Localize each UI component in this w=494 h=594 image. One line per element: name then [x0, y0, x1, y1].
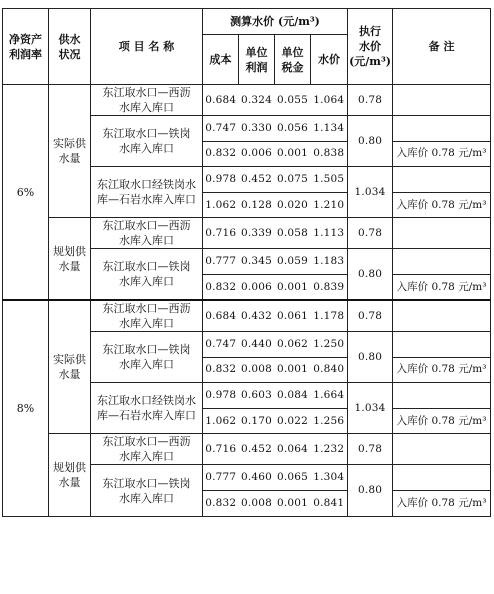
unit-tax-cell: 0.020 — [275, 192, 311, 218]
water-price-cell: 1.304 — [311, 465, 348, 491]
cost-cell: 0.684 — [203, 300, 239, 332]
cost-cell: 0.716 — [203, 218, 239, 249]
project-name-line2: 水库入库口 — [119, 450, 174, 464]
supply-status-line2: 水量 — [58, 368, 81, 382]
header-unit-tax-line2: 税金 — [281, 60, 304, 74]
unit-profit-cell: 0.440 — [239, 332, 275, 358]
unit-tax-cell: 0.055 — [275, 85, 311, 116]
header-project-name: 项 目 名 称 — [91, 9, 203, 85]
header-profit-rate-line1: 净资产 — [9, 32, 42, 46]
unit-tax-cell: 0.065 — [275, 465, 311, 491]
unit-profit-cell: 0.460 — [239, 465, 275, 491]
remarks-cell — [393, 383, 491, 409]
project-name-line2: 库—石岩水库入库口 — [97, 193, 196, 207]
profit-rate-cell: 6% — [3, 85, 49, 301]
water-price-cell: 1.183 — [311, 249, 348, 275]
table-row — [3, 218, 491, 249]
water-price-cell: 1.256 — [311, 408, 348, 434]
supply-status-cell — [49, 85, 91, 218]
project-name-line1: 东江取水口—西沥 — [102, 302, 191, 316]
project-name-line2: 水库入库口 — [119, 101, 174, 114]
water-price-cell: 0.841 — [311, 491, 348, 517]
unit-tax-cell: 0.056 — [275, 116, 311, 142]
project-name-cell — [91, 116, 203, 167]
exec-price-cell: 0.80 — [348, 332, 393, 383]
remarks-cell — [393, 249, 491, 275]
header-profit-rate — [3, 9, 49, 85]
exec-price-cell: 1.034 — [348, 383, 393, 434]
cost-cell: 0.747 — [203, 332, 239, 358]
unit-profit-cell: 0.345 — [239, 249, 275, 275]
unit-profit-cell: 0.452 — [239, 167, 275, 193]
unit-tax-cell: 0.001 — [275, 357, 311, 383]
exec-price-cell: 1.034 — [348, 167, 393, 218]
header-exec-price-line3: (元/m³) — [349, 55, 391, 68]
header-water-price: 水价 — [311, 35, 348, 85]
supply-status-line2: 水量 — [58, 259, 81, 273]
unit-profit-cell: 0.128 — [239, 192, 275, 218]
remarks-cell — [393, 332, 491, 358]
cost-cell: 1.062 — [203, 192, 239, 218]
table-header — [3, 9, 491, 85]
header-unit-profit-line2: 利润 — [245, 60, 268, 74]
supply-status-line2: 水量 — [58, 152, 81, 166]
water-price-cell: 1.210 — [311, 192, 348, 218]
unit-tax-cell: 0.064 — [275, 434, 311, 465]
remarks-cell: 入库价 0.78 元/m³ — [393, 408, 491, 434]
water-price-cell: 1.664 — [311, 383, 348, 409]
water-price-cell: 0.838 — [311, 141, 348, 167]
project-name-line2: 水库入库口 — [119, 317, 174, 331]
water-price-cell: 1.134 — [311, 116, 348, 142]
unit-profit-cell: 0.324 — [239, 85, 275, 116]
supply-status-line2: 水量 — [58, 476, 81, 490]
project-name-cell — [91, 85, 203, 116]
water-price-cell: 1.505 — [311, 167, 348, 193]
unit-tax-cell: 0.061 — [275, 300, 311, 332]
header-unit-profit — [239, 35, 275, 85]
project-name-cell — [91, 434, 203, 465]
unit-profit-cell: 0.432 — [239, 300, 275, 332]
remarks-cell: 入库价 0.78 元/m³ — [393, 192, 491, 218]
exec-price-cell: 0.78 — [348, 300, 393, 332]
cost-cell: 0.832 — [203, 141, 239, 167]
remarks-cell — [393, 465, 491, 491]
project-name-cell — [91, 300, 203, 332]
unit-tax-cell: 0.022 — [275, 408, 311, 434]
supply-status-line1: 规划供 — [53, 244, 86, 258]
water-price-cell: 0.840 — [311, 357, 348, 383]
header-supply-status-line2: 状况 — [58, 47, 81, 61]
header-profit-rate-line2: 利润率 — [9, 47, 42, 61]
water-price-cell: 1.178 — [311, 300, 348, 332]
project-name-cell — [91, 465, 203, 516]
project-name-line1: 东江取水口—铁岗 — [102, 260, 191, 274]
remarks-cell — [393, 167, 491, 193]
header-calc-price: 测算水价 (元/m³) — [203, 9, 348, 35]
unit-tax-cell: 0.084 — [275, 383, 311, 409]
header-remarks: 备 注 — [393, 9, 491, 85]
cost-cell: 1.062 — [203, 408, 239, 434]
unit-profit-cell: 0.006 — [239, 141, 275, 167]
profit-rate-cell: 8% — [3, 300, 49, 516]
water-price-cell: 1.250 — [311, 332, 348, 358]
remarks-cell — [393, 434, 491, 465]
exec-price-cell: 0.80 — [348, 249, 393, 300]
unit-profit-cell: 0.170 — [239, 408, 275, 434]
project-name-cell — [91, 332, 203, 383]
supply-status-line1: 实际供 — [53, 137, 86, 151]
project-name-cell — [91, 167, 203, 218]
unit-profit-cell: 0.452 — [239, 434, 275, 465]
project-name-cell — [91, 249, 203, 300]
cost-cell: 0.777 — [203, 249, 239, 275]
header-exec-price-line2: 水价 — [359, 40, 382, 53]
cost-cell: 0.777 — [203, 465, 239, 491]
unit-tax-cell: 0.062 — [275, 332, 311, 358]
remarks-cell — [393, 218, 491, 249]
header-unit-tax — [275, 35, 311, 85]
remarks-cell: 入库价 0.78 元/m³ — [393, 357, 491, 383]
project-name-line2: 水库入库口 — [119, 491, 174, 505]
project-name-line1: 东江取水口经铁岗水 — [97, 394, 196, 408]
unit-tax-cell: 0.059 — [275, 249, 311, 275]
project-name-line2: 水库入库口 — [119, 234, 174, 248]
project-name-cell — [91, 218, 203, 249]
project-name-line2: 库—石岩水库入库口 — [97, 409, 196, 423]
project-name-line1: 东江取水口—铁岗 — [102, 127, 191, 141]
project-name-line1: 东江取水口—西沥 — [102, 86, 191, 99]
supply-status-line1: 规划供 — [53, 461, 86, 475]
unit-profit-cell: 0.603 — [239, 383, 275, 409]
header-unit-profit-line1: 单位 — [245, 45, 268, 59]
cost-cell: 0.684 — [203, 85, 239, 116]
remarks-cell: 入库价 0.78 元/m³ — [393, 274, 491, 300]
supply-status-line1: 实际供 — [53, 353, 86, 367]
project-name-line1: 东江取水口—西沥 — [102, 219, 191, 233]
cost-cell: 0.978 — [203, 383, 239, 409]
exec-price-cell: 0.78 — [348, 434, 393, 465]
unit-profit-cell: 0.339 — [239, 218, 275, 249]
exec-price-cell: 0.78 — [348, 85, 393, 116]
water-price-cell: 1.064 — [311, 85, 348, 116]
unit-profit-cell: 0.008 — [239, 491, 275, 517]
unit-tax-cell: 0.001 — [275, 491, 311, 517]
unit-tax-cell: 0.075 — [275, 167, 311, 193]
water-price-cell: 1.232 — [311, 434, 348, 465]
project-name-line2: 水库入库口 — [119, 275, 174, 289]
supply-status-cell — [49, 300, 91, 434]
table-row — [3, 434, 491, 465]
supply-status-cell — [49, 218, 91, 300]
water-price-table — [2, 8, 491, 517]
cost-cell: 0.832 — [203, 357, 239, 383]
project-name-line1: 东江取水口经铁岗水 — [97, 178, 196, 192]
table-body — [3, 85, 491, 517]
project-name-cell — [91, 383, 203, 434]
remarks-cell: 入库价 0.78 元/m³ — [393, 141, 491, 167]
unit-profit-cell: 0.330 — [239, 116, 275, 142]
unit-tax-cell: 0.058 — [275, 218, 311, 249]
cost-cell: 0.716 — [203, 434, 239, 465]
exec-price-cell: 0.78 — [348, 218, 393, 249]
supply-status-cell — [49, 434, 91, 516]
project-name-line1: 东江取水口—铁岗 — [102, 476, 191, 490]
remarks-cell — [393, 116, 491, 142]
header-exec-price-line1: 执行 — [359, 25, 382, 38]
table-row — [3, 85, 491, 116]
project-name-line2: 水库入库口 — [119, 358, 174, 372]
header-supply-status — [49, 9, 91, 85]
unit-profit-cell: 0.006 — [239, 274, 275, 300]
unit-tax-cell: 0.001 — [275, 141, 311, 167]
project-name-line1: 东江取水口—铁岗 — [102, 343, 191, 357]
exec-price-cell: 0.80 — [348, 465, 393, 516]
unit-tax-cell: 0.001 — [275, 274, 311, 300]
header-exec-price — [348, 9, 393, 85]
unit-profit-cell: 0.008 — [239, 357, 275, 383]
remarks-cell — [393, 300, 491, 332]
cost-cell: 0.832 — [203, 274, 239, 300]
cost-cell: 0.978 — [203, 167, 239, 193]
remarks-cell: 入库价 0.78 元/m³ — [393, 491, 491, 517]
table-row — [3, 300, 491, 332]
header-unit-tax-line1: 单位 — [281, 45, 304, 59]
remarks-cell — [393, 85, 491, 116]
project-name-line1: 东江取水口—西沥 — [102, 435, 191, 449]
project-name-line2: 水库入库口 — [119, 142, 174, 156]
water-price-cell: 0.839 — [311, 274, 348, 300]
cost-cell: 0.747 — [203, 116, 239, 142]
cost-cell: 0.832 — [203, 491, 239, 517]
header-supply-status-line1: 供水 — [58, 32, 81, 46]
exec-price-cell: 0.80 — [348, 116, 393, 167]
water-price-cell: 1.113 — [311, 218, 348, 249]
header-cost: 成本 — [203, 35, 239, 85]
